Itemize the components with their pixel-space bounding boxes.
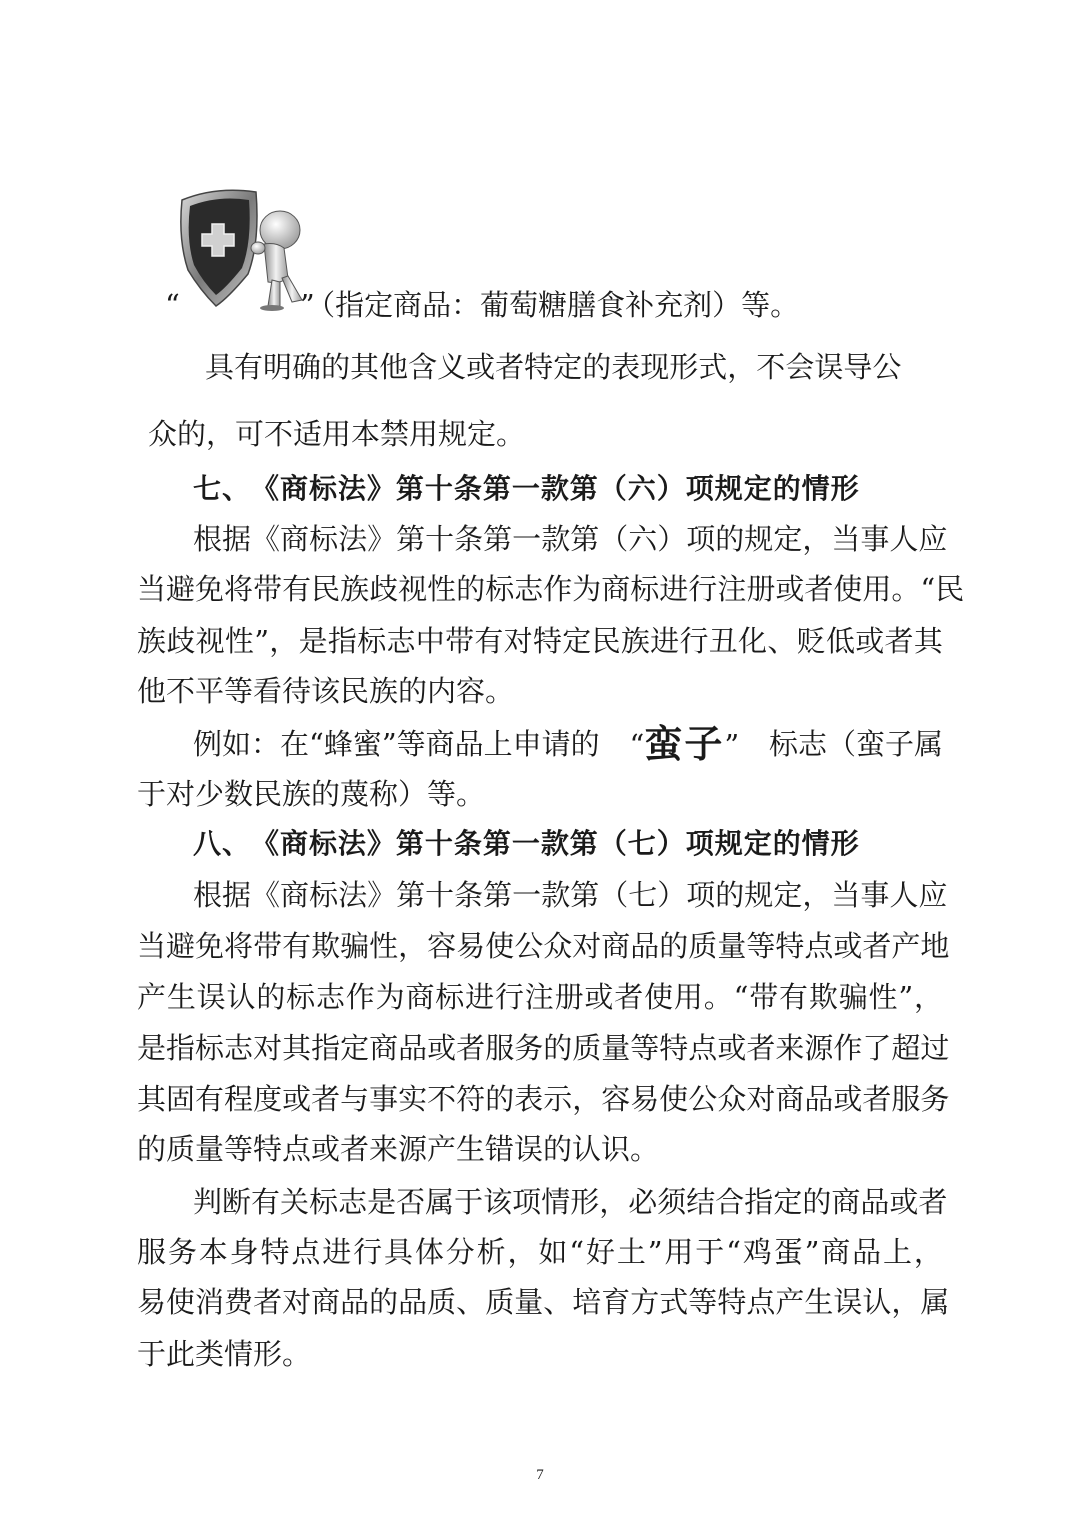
text-line: 是 指 标 志 对 其 指 定 商 品 或 者 服 务 的 质 量 等 特 点 或 者 来 源 作 了 超 过 [137, 1031, 950, 1065]
text-line: 产 生 误 认 的 标 志 作 为 商 标 进 行 注 册 或 者 使 用 。 “ 带 有 欺 骗 性 ” ， [137, 980, 943, 1014]
text-line: 服 务 本 身 特 点 进 行 具 体 分 析 ， 如 “ 好 土 ” 用 于 “ 鸡 蛋 ” 商 品 上 ， [137, 1235, 943, 1269]
example-line [193, 722, 943, 765]
section-heading-8: 八 、 《 商 标 法 》 第 十 条 第 一 款 第 （ 七 ） 项 规 定 的 情 形 [193, 827, 859, 860]
text-line: 他不平等看待该民族的内容。 [137, 674, 515, 708]
quote-open: “ [165, 288, 180, 322]
text-line: 判 断 有 关 标 志 是 否 属 于 该 项 情 形 ， 必 须 结 合 指 定 的 商 品 或 者 [193, 1185, 948, 1219]
mark-manzi: “蛮子” [629, 722, 740, 766]
text-line: 当 避 免 将 带 有 欺 骗 性 ， 容 易 使 公 众 对 商 品 的 质 量 等 特 点 或 者 产 地 [137, 929, 950, 963]
example-text-after: 标志（蛮子属 [768, 726, 943, 761]
text-line: 具 有 明 确 的 其 他 含 义 或 者 特 定 的 表 现 形 式 ， 不 会 误 导 公 [205, 350, 902, 384]
section-heading-7: 七 、 《 商 标 法 》 第 十 条 第 一 款 第 （ 六 ） 项 规 定 的 情 形 [193, 472, 859, 505]
example-text: 例如：在“蜂蜜”等商品上申请的 [193, 726, 600, 761]
text-line: 根 据 《 商 标 法 》 第 十 条 第 一 款 第 （ 六 ） 项 的 规 定 ， 当 事 人 应 [193, 522, 948, 556]
text-line: 当 避 免 将 带 有 民 族 歧 视 性 的 标 志 作 为 商 标 进 行 注 册 或 者 使 用 。 “ 民 [137, 572, 965, 606]
mark-example-line [165, 285, 1080, 325]
text-line: 族 歧 视 性 ” ， 是 指 标 志 中 带 有 对 特 定 民 族 进 行 丑 化 、 贬 低 或 者 其 [137, 624, 943, 658]
mark-manzi-text: 蛮子 [644, 722, 725, 766]
text-line: 于此类情形。 [137, 1337, 312, 1371]
text-line: 根 据 《 商 标 法 》 第 十 条 第 一 款 第 （ 七 ） 项 的 规 定 ， 当 事 人 应 [193, 878, 948, 912]
text-line: 其 固 有 程 度 或 者 与 事 实 不 符 的 表 示 ， 容 易 使 公 众 对 商 品 或 者 服 务 [137, 1082, 950, 1116]
mark-example-desc: （指定商品：葡萄糖膳食补充剂）等。 [320, 288, 800, 322]
quote-close: ” [299, 288, 315, 322]
text-line: 的质量等特点或者来源产生错误的认识。 [137, 1132, 660, 1166]
text-line: 于对少数民族的蔑称）等。 [137, 777, 486, 811]
text-line: 众的，可不适用本禁用规定。 [148, 417, 526, 451]
page-number: 7 [536, 1467, 544, 1483]
text-line: 易 使 消 费 者 对 商 品 的 品 质 、 质 量 、 培 育 方 式 等 特 点 产 生 误 认 ， 属 [137, 1285, 950, 1319]
